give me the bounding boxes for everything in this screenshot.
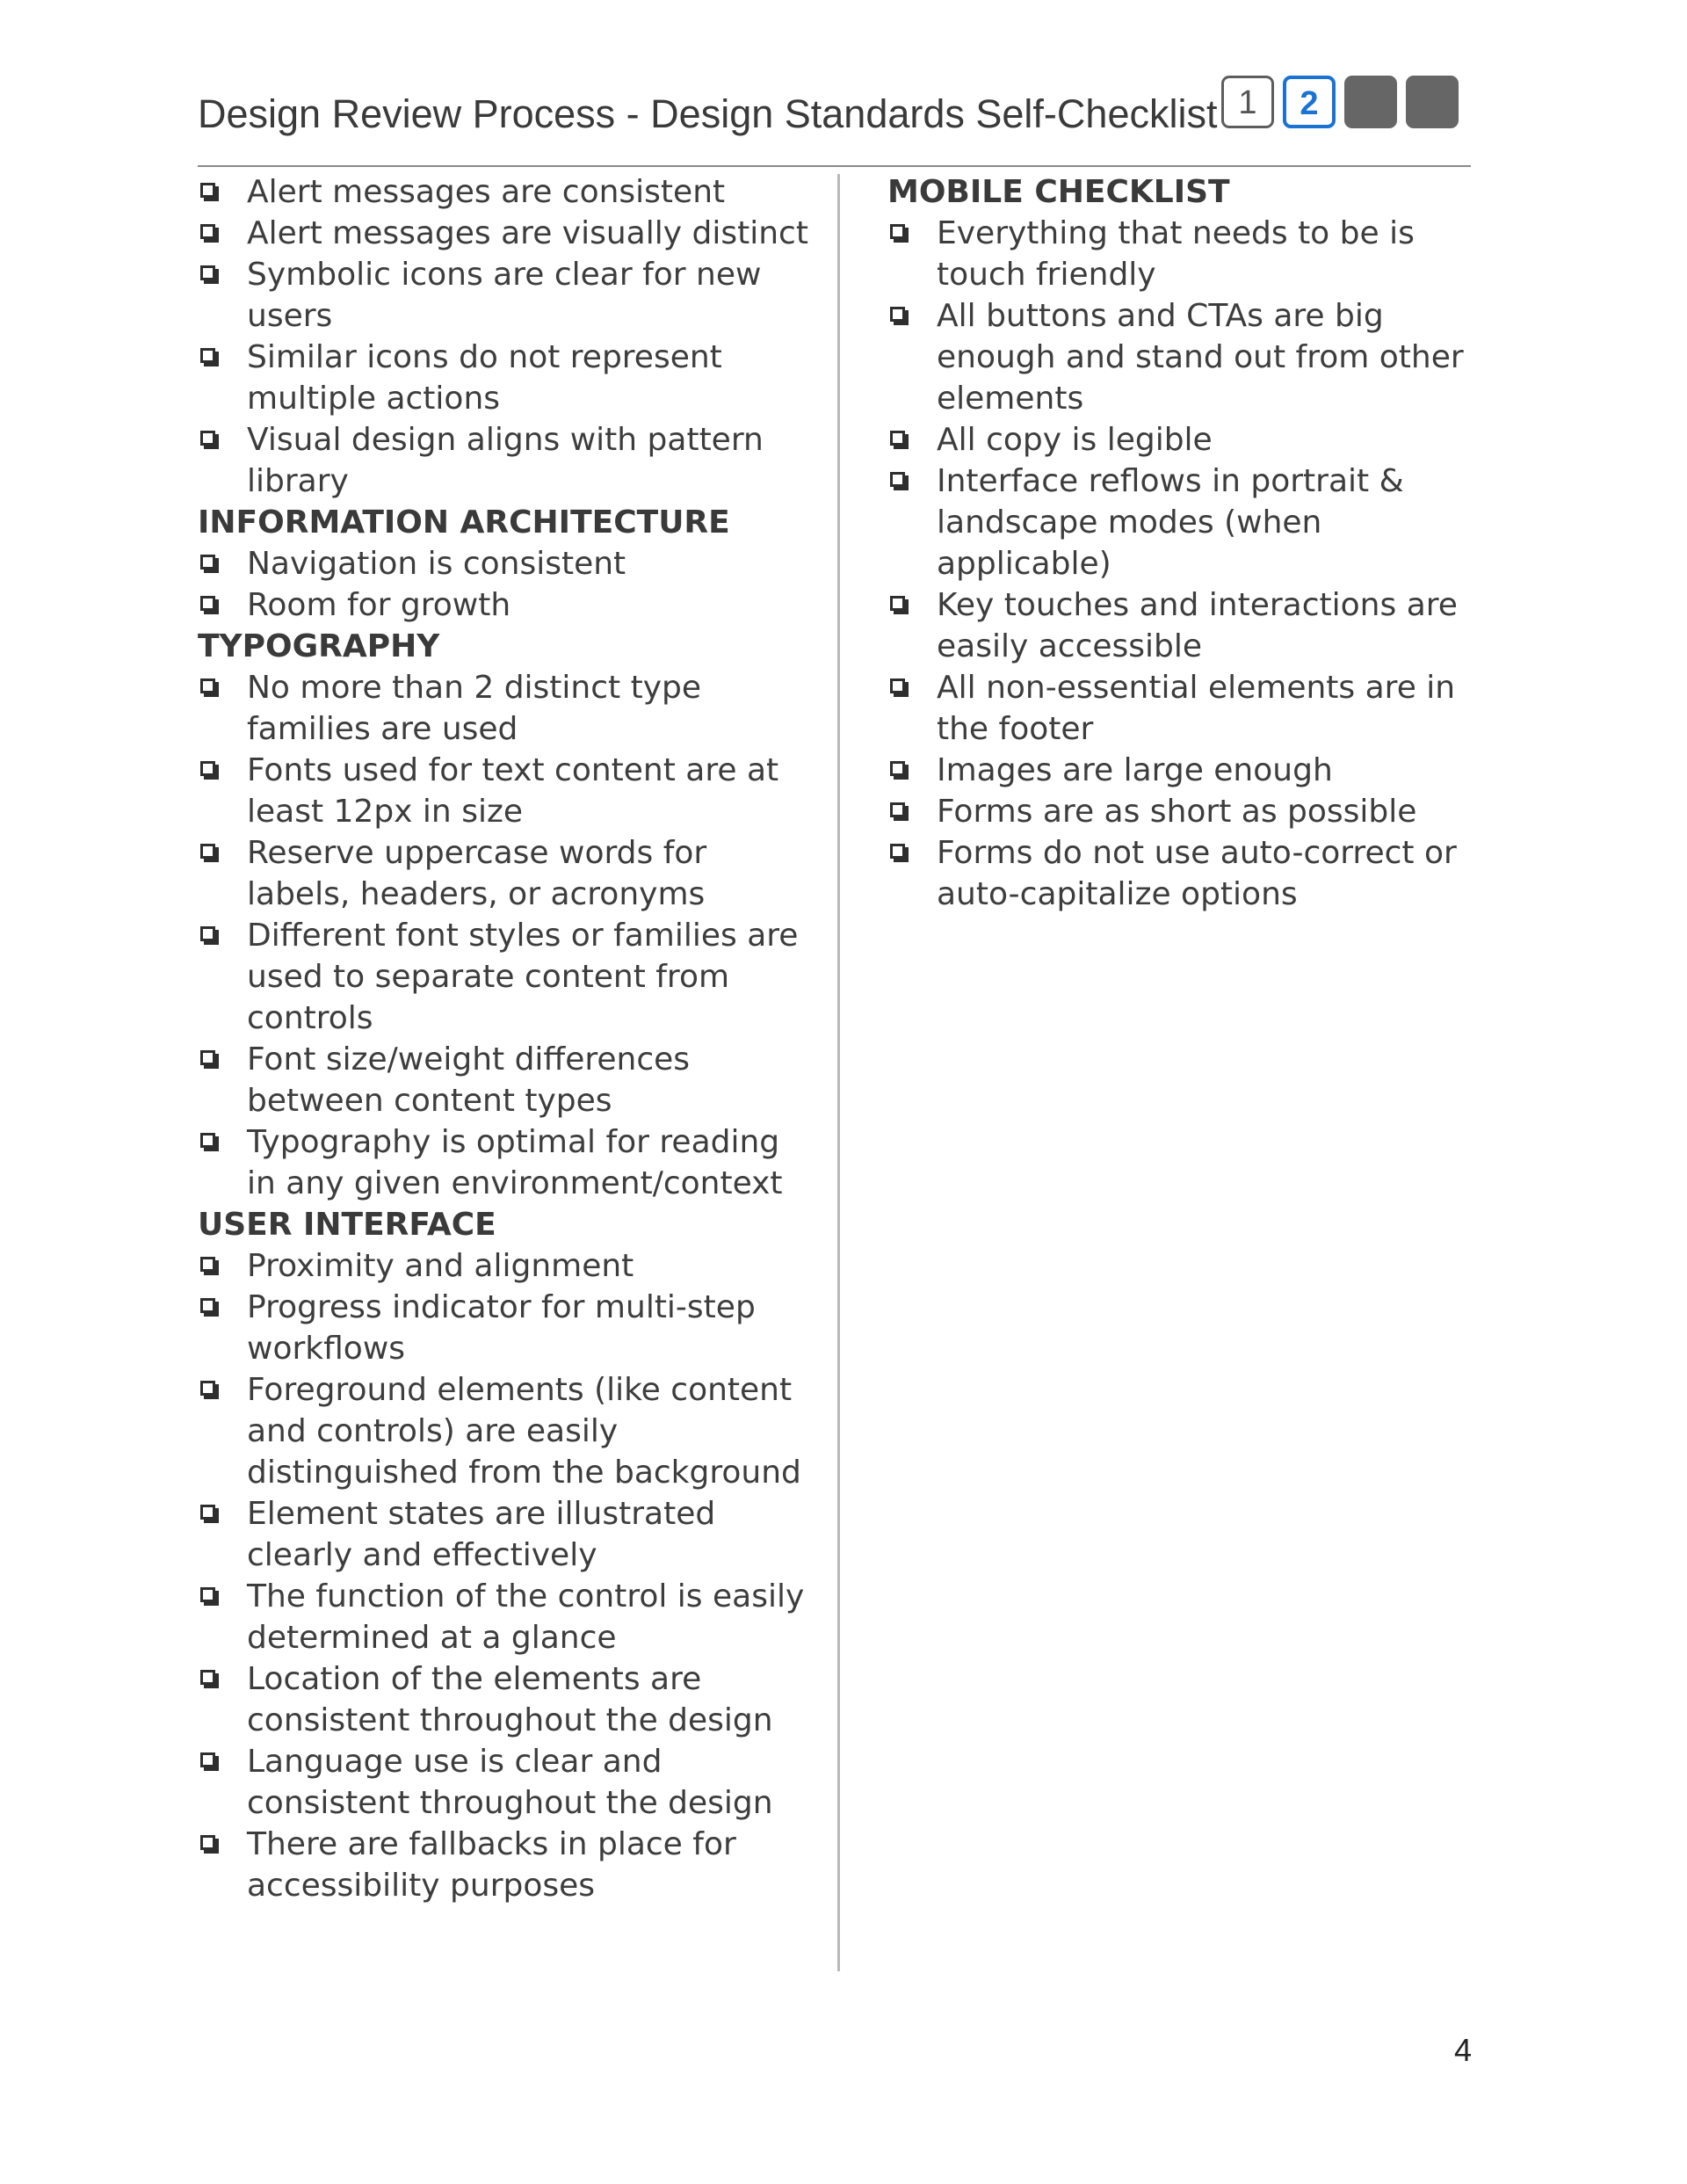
checklist-item[interactable] [887, 667, 1467, 750]
checklist-item[interactable] [198, 1039, 817, 1121]
checkbox-icon[interactable] [200, 1133, 215, 1148]
checklist-item-label: Font size/weight differences between content types [247, 1041, 691, 1119]
checklist-item[interactable] [198, 1741, 817, 1824]
page-tab-4[interactable] [1406, 76, 1459, 128]
checklist-item-label: All non-essential elements are in the footer [937, 670, 1456, 747]
checklist-item[interactable] [887, 213, 1467, 295]
checkbox-icon[interactable] [200, 596, 215, 611]
checkbox-icon[interactable] [200, 1257, 215, 1272]
checkbox-icon[interactable] [200, 431, 215, 446]
checklist-item-label: Alert messages are consistent [247, 174, 726, 210]
checklist-item[interactable] [198, 543, 817, 584]
checklist-item-label: All copy is legible [937, 422, 1213, 458]
checklist-item-label: Proximity and alignment [247, 1248, 634, 1284]
header-divider [198, 165, 1471, 167]
checkbox-icon[interactable] [200, 1050, 215, 1065]
section-heading-mobile-checklist: MOBILE CHECKLIST [887, 174, 1230, 210]
checklist-item[interactable] [198, 254, 817, 337]
checklist-item-label: Typography is optimal for reading in any given environment/context [247, 1124, 783, 1201]
checklist-item-label: Language use is clear and consistent throughout the design [247, 1744, 773, 1821]
checklist-item-label: No more than 2 distinct type families are used [247, 670, 702, 747]
checkbox-icon[interactable] [200, 183, 215, 198]
checklist-item[interactable] [198, 171, 817, 213]
checkbox-icon[interactable] [200, 1670, 215, 1685]
checkbox-icon[interactable] [890, 802, 905, 817]
checklist-item[interactable] [887, 419, 1467, 461]
checkbox-icon[interactable] [890, 678, 905, 693]
checkbox-icon[interactable] [890, 761, 905, 776]
checklist-item-label: Foreground elements (like content and controls) are easily distinguished from the background [247, 1372, 801, 1491]
checklist-item-label: Element states are illustrated clearly and effectively [247, 1496, 716, 1573]
checklist-item[interactable] [887, 295, 1467, 419]
checklist-item[interactable] [887, 791, 1467, 832]
checkbox-icon[interactable] [890, 224, 905, 239]
checklist-item[interactable] [887, 832, 1467, 915]
section-heading-typography: TYPOGRAPHY [198, 628, 440, 664]
checklist-item[interactable] [198, 419, 817, 502]
checklist-item-label: Navigation is consistent [247, 546, 626, 582]
page-tab-3[interactable] [1344, 76, 1397, 128]
checklist-item-label: Location of the elements are consistent throughout the design [247, 1661, 773, 1738]
checklist-item-label: Visual design aligns with pattern library [247, 422, 764, 499]
checklist-item-label: Room for growth [247, 587, 511, 623]
checklist-item[interactable] [198, 667, 817, 750]
checklist-item[interactable] [198, 584, 817, 626]
checkbox-icon[interactable] [200, 555, 215, 570]
checkbox-icon[interactable] [890, 472, 905, 487]
checkbox-icon[interactable] [200, 1298, 215, 1313]
checklist-item-label: Images are large enough [937, 752, 1333, 788]
checklist-item[interactable] [198, 832, 817, 915]
checkbox-icon[interactable] [200, 1587, 215, 1602]
column-divider [837, 174, 840, 1971]
page-number: 4 [1454, 2032, 1473, 2068]
checklist-item-label: There are fallbacks in place for accessibility purposes [247, 1826, 736, 1904]
checklist-item-label: All buttons and CTAs are big enough and stand out from other elements [937, 298, 1464, 417]
checkbox-icon[interactable] [200, 348, 215, 363]
checklist-item-label: Interface reflows in portrait & landscape modes (when applicable) [937, 463, 1404, 582]
checklist-item[interactable] [198, 1121, 817, 1204]
checklist-item[interactable] [198, 1245, 817, 1287]
checkbox-icon[interactable] [890, 431, 905, 446]
checkbox-icon[interactable] [200, 926, 215, 941]
checklist-item[interactable] [198, 1658, 817, 1741]
checkbox-icon[interactable] [200, 1381, 215, 1396]
checklist-item-label: Reserve uppercase words for labels, headers, or acronyms [247, 835, 707, 912]
checkbox-icon[interactable] [890, 844, 905, 859]
checklist-item-label: Different font styles or families are used to separate content from controls [247, 918, 799, 1036]
checkbox-icon[interactable] [200, 1752, 215, 1767]
checkbox-icon[interactable] [200, 844, 215, 859]
checkbox-icon[interactable] [890, 307, 905, 322]
checklist-item-label: Forms do not use auto-correct or auto-capitalize options [937, 835, 1457, 912]
checklist-item[interactable] [198, 1493, 817, 1576]
section-heading-information-architecture: INFORMATION ARCHITECTURE [198, 504, 730, 541]
checklist-item-label: Similar icons do not represent multiple actions [247, 339, 722, 417]
checkbox-icon[interactable] [200, 224, 215, 239]
checklist-item-label: Key touches and interactions are easily accessible [937, 587, 1458, 664]
checkbox-icon[interactable] [200, 1835, 215, 1850]
checklist-item-label: Forms are as short as possible [937, 794, 1417, 830]
checklist-item[interactable] [198, 213, 817, 254]
checklist-item[interactable] [198, 750, 817, 832]
checklist-item[interactable] [887, 461, 1467, 584]
checklist-item[interactable] [887, 750, 1467, 791]
checklist-item-label: Everything that needs to be is touch friendly [937, 215, 1415, 293]
checklist-item[interactable] [198, 1576, 817, 1658]
checklist-item[interactable] [198, 915, 817, 1039]
right-column [887, 171, 1467, 915]
checklist-item-label: The function of the control is easily determined at a glance [247, 1578, 805, 1656]
checklist-item[interactable] [198, 1369, 817, 1493]
checkbox-icon[interactable] [200, 678, 215, 693]
page-tab-1[interactable]: 1 [1221, 76, 1274, 128]
checklist-item-label: Symbolic icons are clear for new users [247, 257, 762, 334]
checklist-item-label: Progress indicator for multi-step workflows [247, 1289, 756, 1367]
page-tab-2-active[interactable]: 2 [1283, 76, 1336, 128]
checklist-item[interactable] [198, 1287, 817, 1369]
checkbox-icon[interactable] [200, 761, 215, 776]
checklist-item-label: Fonts used for text content are at least 12px in size [247, 752, 779, 830]
checklist-item[interactable] [887, 584, 1467, 667]
checkbox-icon[interactable] [890, 596, 905, 611]
checklist-item[interactable] [198, 337, 817, 419]
page-title: Design Review Process - Design Standards Self-Checklist [198, 91, 1218, 136]
checkbox-icon[interactable] [200, 1505, 215, 1520]
checklist-item[interactable] [198, 1824, 817, 1906]
checkbox-icon[interactable] [200, 265, 215, 280]
left-column [198, 171, 817, 1906]
section-heading-user-interface: USER INTERFACE [198, 1207, 496, 1243]
checklist-item-label: Alert messages are visually distinct [247, 215, 808, 251]
